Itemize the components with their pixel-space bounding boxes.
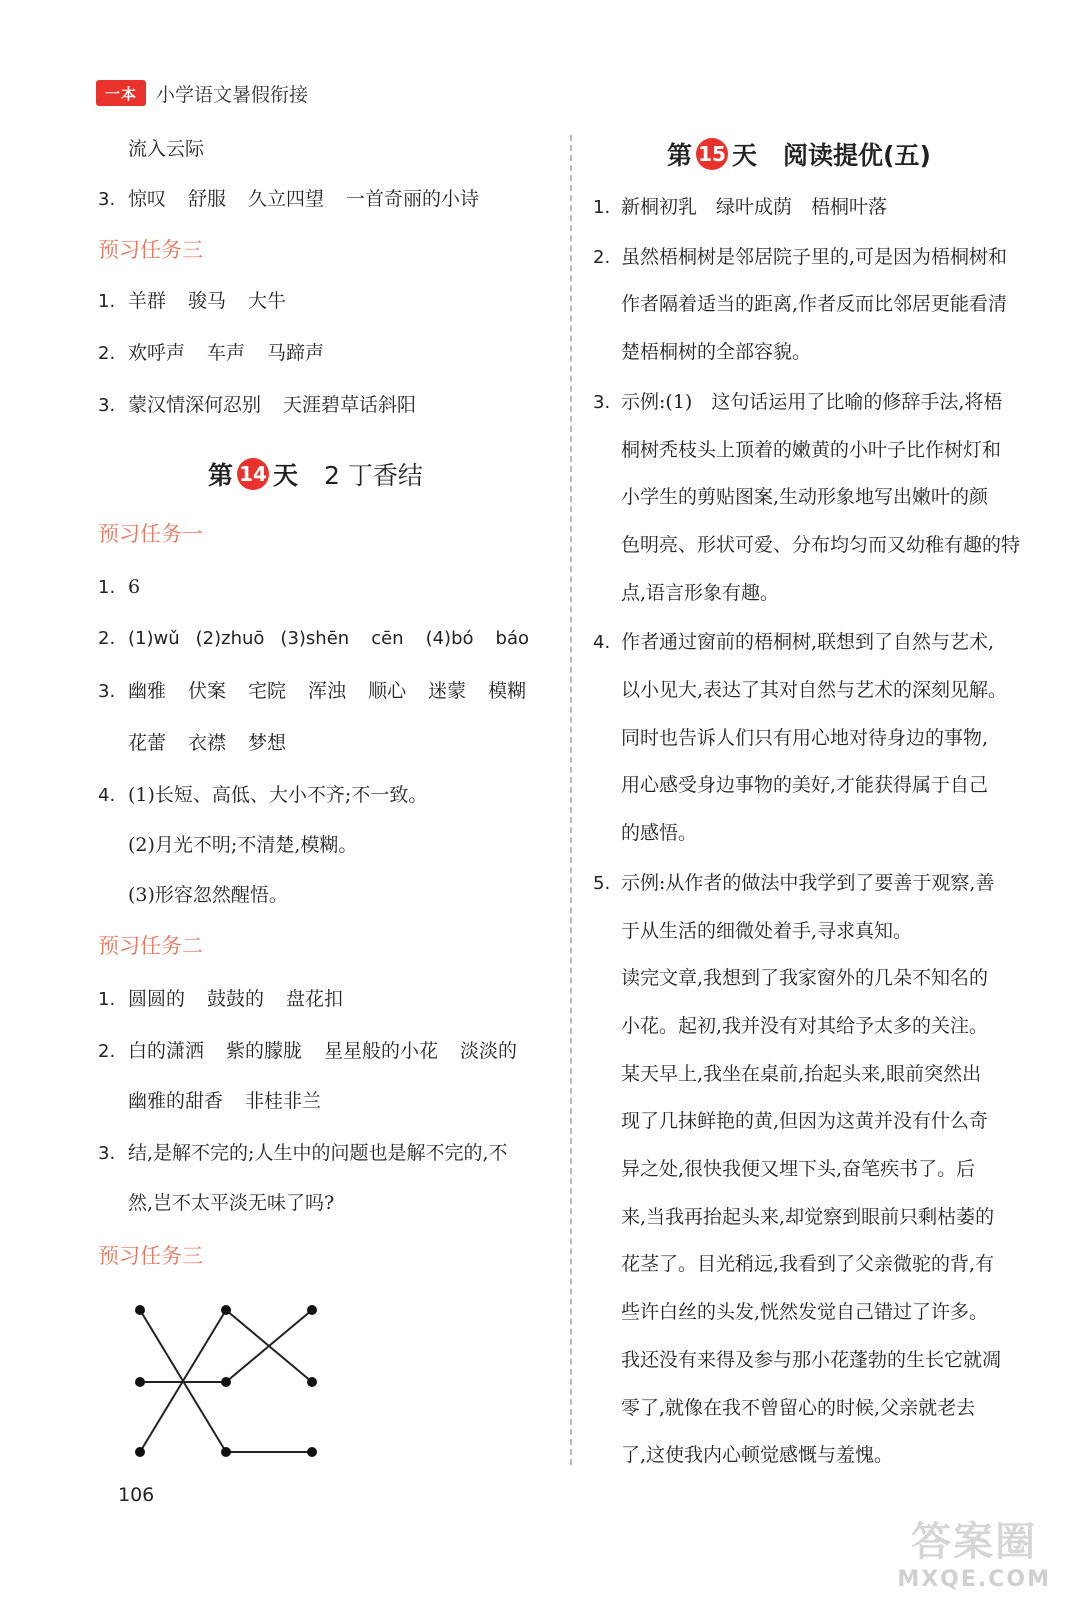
item-number: 1. [593, 197, 611, 218]
item-number: 3. [98, 189, 116, 210]
answer-word: 模糊 [488, 680, 527, 702]
answer-item [98, 1140, 507, 1167]
task-heading: 预习任务二 [98, 934, 203, 958]
answer-continuation [621, 1204, 1043, 1230]
answer-word: 欢呼声 [128, 342, 186, 364]
answer-continuation [621, 1108, 1043, 1134]
answer-item [98, 678, 526, 705]
answer-text: 桐树秃枝头上顶着的嫩黄的小叶子比作树灯和 [621, 438, 1002, 461]
answer-word: 圆圆的 [128, 988, 186, 1010]
answer-continuation [621, 291, 1043, 317]
answer-text: (2)月光不明;不清楚,模糊。 [128, 834, 358, 856]
answer-item [593, 870, 1045, 897]
answer-word: 顺心 [368, 680, 407, 702]
answer-text: 6 [128, 576, 141, 598]
answer-word: 梦想 [248, 732, 287, 754]
answer-word: 衣襟 [188, 732, 227, 754]
answer-text: 示例:从作者的做法中我学到了要善于观察,善 [621, 871, 995, 894]
item-number: 2. [98, 1041, 116, 1062]
watermark [897, 1510, 1051, 1592]
answer-item [98, 186, 479, 213]
answer-text: 以小见大,表达了其对自然与艺术的深刻见解。 [621, 679, 1008, 701]
answer-text: 结,是解不完的;人生中的问题也是解不完的,不 [128, 1142, 508, 1164]
day-14-title [208, 456, 423, 492]
section-title: 阅读提优(五) [783, 141, 931, 170]
answer-text: 用心感受身边事物的美好,才能获得属于自己 [621, 774, 989, 797]
day-15-title [667, 136, 931, 172]
answer-continuation [621, 1347, 1043, 1373]
item-number: 1. [98, 989, 116, 1010]
answer-word: 车声 [207, 342, 246, 364]
answer-word: 天涯碧草话斜阳 [283, 394, 417, 416]
match-dot [135, 1305, 145, 1315]
item-number: 3. [98, 681, 116, 702]
answer-text: 点,语言形象有趣。 [621, 581, 780, 604]
day-number-badge: 15 [696, 138, 728, 170]
answer-word: 非桂非兰 [245, 1090, 322, 1112]
matching-diagram [130, 1300, 330, 1470]
answer-text: 新桐初乳 绿叶成荫 梧桐叶落 [621, 196, 888, 218]
answer-text: 于从生活的细微处着手,寻求真知。 [621, 919, 913, 942]
answer-continuation [621, 1013, 1043, 1039]
answer-text: 楚梧桐树的全部容貌。 [621, 341, 812, 364]
answer-word: 花蕾 [128, 732, 167, 754]
task-heading: 预习任务三 [98, 1244, 203, 1268]
answer-continuation [621, 484, 1043, 510]
answer-item [98, 626, 529, 652]
answer-item [593, 629, 1045, 656]
answer-word: 羊群 [128, 290, 167, 312]
answer-word: 马蹄声 [267, 342, 325, 364]
answer-text: 了,这使我内心顿觉感慨与羞愧。 [621, 1444, 894, 1467]
answer-continuation [621, 1061, 1043, 1087]
answer-word: 惊叹 [128, 188, 167, 210]
answer-word: 久立四望 [248, 188, 325, 210]
answer-continuation [621, 772, 1043, 798]
match-dot [221, 1305, 231, 1315]
match-dot [307, 1447, 317, 1457]
answer-item [593, 244, 1045, 271]
match-dot [135, 1377, 145, 1387]
pinyin: (1)wǔ [128, 628, 180, 649]
answer-item [593, 194, 1045, 221]
answer-item [98, 782, 427, 809]
lesson-title: 2 丁香结 [324, 461, 423, 490]
answer-continuation [98, 1190, 334, 1216]
answer-continuation [621, 1442, 1043, 1468]
answer-continuation [621, 580, 1043, 606]
answer-word: 幽雅 [128, 680, 167, 702]
answer-continuation [621, 1299, 1043, 1325]
item-number: 2. [593, 246, 611, 268]
answer-word: 伏案 [188, 680, 227, 702]
answer-item [593, 389, 1045, 416]
answer-text: 同时也告诉人们只有用心地对待身边的事物, [621, 726, 989, 749]
answer-text: 小学生的剪贴图案,生动形象地写出嫩叶的颜 [621, 486, 989, 509]
day-number-badge: 14 [237, 458, 269, 490]
item-number: 1. [98, 291, 116, 312]
item-number: 1. [98, 577, 116, 598]
answer-item [98, 340, 324, 367]
answer-text: 现了几抹鲜艳的黄,但因为这黄并没有什么奇 [621, 1110, 989, 1133]
task-heading: 预习任务一 [98, 522, 203, 546]
answer-text: 异之处,很快我便又埋下头,奋笔疾书了。后 [621, 1158, 976, 1180]
answer-continuation [98, 136, 204, 162]
answer-item [98, 288, 286, 315]
answer-word: 骏马 [188, 290, 227, 312]
answer-continuation [98, 882, 288, 908]
answer-continuation [621, 965, 1043, 991]
answer-word: 星星般的小花 [324, 1040, 439, 1062]
answer-item [98, 574, 140, 601]
answer-item [98, 1038, 517, 1065]
answer-text: 些许白丝的头发,恍然发觉自己错过了许多。 [621, 1301, 989, 1324]
item-number: 3. [593, 391, 611, 413]
match-dot [135, 1447, 145, 1457]
pinyin: (4)bó [425, 628, 474, 649]
answer-text: (3)形容忽然醒悟。 [128, 884, 288, 906]
item-number: 5. [593, 872, 611, 894]
answer-continuation [621, 1156, 1043, 1182]
item-number: 2. [98, 628, 116, 649]
watermark-logo-text: 答案圈 [911, 1519, 1038, 1565]
item-number: 3. [98, 1143, 116, 1164]
answer-continuation [98, 730, 286, 756]
item-number: 2. [98, 343, 116, 364]
answer-continuation [621, 918, 1043, 944]
pinyin: cēn [371, 628, 404, 649]
answer-text: 虽然梧桐树是邻居院子里的,可是因为梧桐树和 [621, 245, 1008, 268]
answer-text: 小花。起初,我并没有对其给予太多的关注。 [621, 1014, 989, 1037]
answer-item [98, 986, 343, 1013]
answer-text: 作者通过窗前的梧桐树,联想到了自然与艺术, [621, 631, 995, 654]
brand-logo: 一本 [96, 80, 146, 106]
watermark-url: MXQE.COM [897, 1567, 1051, 1592]
match-dot [307, 1305, 317, 1315]
answer-text: 示例:(1) 这句话运用了比喻的修辞手法,将梧 [621, 390, 1003, 413]
answer-text: 零了,就像在我不曾留心的时候,父亲就老去 [621, 1396, 976, 1419]
day-prefix: 第 [208, 461, 234, 490]
answer-word: 白的潇洒 [128, 1040, 205, 1062]
item-number: 4. [593, 632, 611, 654]
answer-word: 舒服 [188, 188, 227, 210]
day-suffix: 天 [273, 461, 299, 490]
answer-text: 作者隔着适当的距离,作者反而比邻居更能看清 [621, 293, 1008, 316]
answer-word: 宅院 [248, 680, 287, 702]
answer-continuation [98, 832, 357, 858]
column-divider [570, 135, 572, 1465]
answer-text: 花茎了。目光稍远,我看到了父亲微驼的背,有 [621, 1253, 995, 1276]
answer-word: 鼓鼓的 [207, 988, 265, 1010]
answer-text: 我还没有来得及参与那小花蓬勃的生长它就凋 [621, 1348, 1002, 1371]
match-dot [221, 1447, 231, 1457]
answer-continuation [98, 1088, 321, 1114]
day-prefix: 第 [667, 141, 693, 170]
page-header [96, 78, 308, 108]
answer-continuation [621, 339, 1043, 365]
answer-text: 来,当我再抬起头来,却觉察到眼前只剩枯萎的 [621, 1205, 995, 1228]
answer-word: 浑浊 [308, 680, 347, 702]
answer-word: 紫的朦胧 [226, 1040, 303, 1062]
answer-word: 大牛 [248, 290, 287, 312]
answer-continuation [621, 1395, 1043, 1421]
match-dot [307, 1377, 317, 1387]
item-number: 3. [98, 395, 116, 416]
answer-word: 淡淡的 [460, 1040, 518, 1062]
task-heading: 预习任务三 [98, 238, 203, 262]
answer-continuation [621, 1251, 1043, 1277]
page-number: 106 [118, 1484, 155, 1506]
answer-continuation [621, 532, 1043, 558]
answer-text: 的感悟。 [621, 822, 698, 845]
pinyin: (3)shēn [280, 628, 350, 649]
answer-word: 一首奇丽的小诗 [346, 188, 480, 210]
match-dot [221, 1377, 231, 1387]
answer-word: 盘花扣 [286, 988, 344, 1010]
answer-continuation [621, 725, 1043, 751]
answer-text: (1)长短、高低、大小不齐;不一致。 [128, 784, 428, 806]
answer-continuation [621, 437, 1043, 463]
answer-text: 读完文章,我想到了我家窗外的几朵不知名的 [621, 967, 989, 990]
answer-word: 迷蒙 [428, 680, 467, 702]
day-suffix: 天 [732, 141, 758, 170]
pinyin: báo [495, 628, 529, 649]
book-title: 小学语文暑假衔接 [156, 83, 309, 106]
answer-text: 色明亮、形状可爱、分布均匀而又幼稚有趣的特 [621, 533, 1021, 556]
answer-item [98, 392, 416, 419]
answer-continuation [621, 820, 1043, 846]
item-number: 4. [98, 785, 116, 806]
answer-text: 流入云际 [128, 138, 205, 160]
answer-word: 幽雅的甜香 [128, 1090, 224, 1112]
answer-continuation [621, 677, 1043, 703]
answer-text: 某天早上,我坐在桌前,抬起头来,眼前突然出 [621, 1062, 982, 1085]
answer-word: 蒙汉情深何忍别 [128, 394, 262, 416]
pinyin: (2)zhuō [195, 628, 265, 649]
answer-text: 然,岂不太平淡无味了吗? [128, 1192, 335, 1214]
